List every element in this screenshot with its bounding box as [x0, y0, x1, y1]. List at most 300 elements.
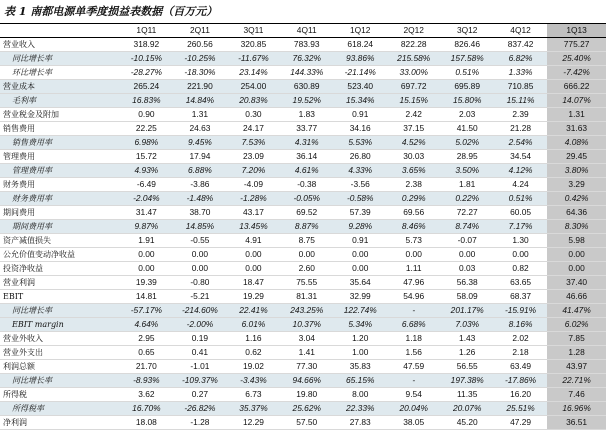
table-row: [0, 206, 606, 220]
value-cell: 0.00: [440, 248, 493, 262]
table-row: [0, 416, 606, 430]
value-cell: 0.00: [173, 262, 227, 276]
value-cell: 144.33%: [280, 66, 333, 80]
value-cell: -11.67%: [227, 52, 280, 66]
value-cell: 22.41%: [227, 304, 280, 318]
table-row: [0, 38, 606, 52]
value-cell: 2.60: [280, 262, 333, 276]
header-cell: 4Q12: [494, 24, 547, 38]
value-cell: 0.27: [173, 388, 227, 402]
value-cell: 1.31: [173, 108, 227, 122]
value-cell: -2.04%: [120, 192, 173, 206]
value-cell: 3.50%: [440, 164, 493, 178]
value-cell: 9.87%: [120, 220, 173, 234]
table-row: [0, 80, 606, 94]
value-cell: 1.26: [440, 346, 493, 360]
value-cell: 4.64%: [120, 318, 173, 332]
value-cell: 16.96%: [547, 402, 606, 416]
table-row: [0, 388, 606, 402]
value-cell: 157.58%: [440, 52, 493, 66]
value-cell: 4.31%: [280, 136, 333, 150]
value-cell: 93.86%: [333, 52, 386, 66]
value-cell: 243.25%: [280, 304, 333, 318]
value-cell: 630.89: [280, 80, 333, 94]
value-cell: 2.18: [494, 346, 547, 360]
header-cell-latest-quarter: 1Q13: [547, 24, 606, 38]
table-row: [0, 262, 606, 276]
header-cell: 4Q11: [280, 24, 333, 38]
value-cell: 18.08: [120, 416, 173, 430]
value-cell: 11.35: [440, 388, 493, 402]
value-cell: 197.38%: [440, 374, 493, 388]
value-cell: 775.27: [547, 38, 606, 52]
value-cell: 21.70: [120, 360, 173, 374]
value-cell: 16.20: [494, 388, 547, 402]
value-cell: -1.48%: [173, 192, 227, 206]
value-cell: 1.83: [280, 108, 333, 122]
header-cell: 2Q11: [173, 24, 227, 38]
table-row: [0, 66, 606, 80]
value-cell: 7.20%: [227, 164, 280, 178]
value-cell: 4.24: [494, 178, 547, 192]
table-row: [0, 276, 606, 290]
value-cell: -3.56: [333, 178, 386, 192]
value-cell: -5.21: [173, 290, 227, 304]
value-cell: 56.38: [440, 276, 493, 290]
row-label: 毛利率: [0, 94, 120, 108]
value-cell: 5.98: [547, 234, 606, 248]
value-cell: 0.22%: [440, 192, 493, 206]
table-row: [0, 304, 606, 318]
value-cell: 826.46: [440, 38, 493, 52]
value-cell: 695.89: [440, 80, 493, 94]
table-row: [0, 332, 606, 346]
value-cell: 8.87%: [280, 220, 333, 234]
table-row: [0, 318, 606, 332]
table-row: [0, 52, 606, 66]
value-cell: 13.45%: [227, 220, 280, 234]
header-cell: 2Q12: [387, 24, 440, 38]
value-cell: 265.24: [120, 80, 173, 94]
value-cell: 15.34%: [333, 94, 386, 108]
value-cell: 76.32%: [280, 52, 333, 66]
value-cell: 1.91: [120, 234, 173, 248]
value-cell: 0.30: [227, 108, 280, 122]
value-cell: 35.37%: [227, 402, 280, 416]
value-cell: -6.49: [120, 178, 173, 192]
value-cell: 34.54: [494, 150, 547, 164]
value-cell: 0.00: [333, 248, 386, 262]
value-cell: 1.41: [280, 346, 333, 360]
value-cell: 8.46%: [387, 220, 440, 234]
value-cell: 18.47: [227, 276, 280, 290]
value-cell: 260.56: [173, 38, 227, 52]
value-cell: -0.58%: [333, 192, 386, 206]
value-cell: 254.00: [227, 80, 280, 94]
value-cell: 10.37%: [280, 318, 333, 332]
value-cell: 201.17%: [440, 304, 493, 318]
value-cell: 710.85: [494, 80, 547, 94]
value-cell: 8.74%: [440, 220, 493, 234]
row-label: EBIT margin: [0, 318, 120, 332]
value-cell: 7.17%: [494, 220, 547, 234]
value-cell: 9.54: [387, 388, 440, 402]
value-cell: 8.75: [280, 234, 333, 248]
table-row: [0, 360, 606, 374]
value-cell: 33.00%: [387, 66, 440, 80]
value-cell: 0.65: [120, 346, 173, 360]
value-cell: 2.54%: [494, 136, 547, 150]
value-cell: 2.38: [387, 178, 440, 192]
header-cell: 3Q11: [227, 24, 280, 38]
value-cell: 5.02%: [440, 136, 493, 150]
value-cell: 318.92: [120, 38, 173, 52]
value-cell: 33.77: [280, 122, 333, 136]
row-label: 同比增长率: [0, 304, 120, 318]
row-label: 管理费用: [0, 150, 120, 164]
value-cell: -8.93%: [120, 374, 173, 388]
value-cell: 0.00: [280, 248, 333, 262]
value-cell: 15.11%: [494, 94, 547, 108]
value-cell: 697.72: [387, 80, 440, 94]
value-cell: 14.81: [120, 290, 173, 304]
value-cell: 65.15%: [333, 374, 386, 388]
header-row: [0, 24, 606, 38]
value-cell: 0.51%: [440, 66, 493, 80]
value-cell: 60.05: [494, 206, 547, 220]
row-label: 利润总额: [0, 360, 120, 374]
value-cell: 0.00: [547, 248, 606, 262]
value-cell: 822.28: [387, 38, 440, 52]
table-row: [0, 220, 606, 234]
value-cell: 29.45: [547, 150, 606, 164]
value-cell: 21.28: [494, 122, 547, 136]
value-cell: 1.56: [387, 346, 440, 360]
value-cell: 63.65: [494, 276, 547, 290]
value-cell: -2.00%: [173, 318, 227, 332]
header-cell: 3Q12: [440, 24, 493, 38]
table-row: [0, 248, 606, 262]
value-cell: 15.72: [120, 150, 173, 164]
value-cell: 0.00: [494, 248, 547, 262]
row-label: 营业成本: [0, 80, 120, 94]
value-cell: 1.30: [494, 234, 547, 248]
value-cell: 3.04: [280, 332, 333, 346]
value-cell: 122.74%: [333, 304, 386, 318]
value-cell: 19.39: [120, 276, 173, 290]
value-cell: 19.29: [227, 290, 280, 304]
row-label: 营业利润: [0, 276, 120, 290]
value-cell: 43.17: [227, 206, 280, 220]
row-label: 所得税率: [0, 402, 120, 416]
header-cell: 1Q12: [333, 24, 386, 38]
value-cell: -0.07: [440, 234, 493, 248]
table-row: [0, 164, 606, 178]
value-cell: 31.63: [547, 122, 606, 136]
row-label: 财务费用: [0, 178, 120, 192]
row-label: 投资净收益: [0, 262, 120, 276]
value-cell: 4.12%: [494, 164, 547, 178]
table-row: [0, 192, 606, 206]
value-cell: 7.53%: [227, 136, 280, 150]
value-cell: 5.34%: [333, 318, 386, 332]
value-cell: 0.29%: [387, 192, 440, 206]
value-cell: 14.84%: [173, 94, 227, 108]
value-cell: 0.19: [173, 332, 227, 346]
value-cell: 1.33%: [494, 66, 547, 80]
value-cell: 15.15%: [387, 94, 440, 108]
value-cell: 0.00: [173, 248, 227, 262]
value-cell: 1.28: [547, 346, 606, 360]
value-cell: 8.16%: [494, 318, 547, 332]
value-cell: 19.52%: [280, 94, 333, 108]
value-cell: 8.00: [333, 388, 386, 402]
value-cell: 14.85%: [173, 220, 227, 234]
value-cell: -57.17%: [120, 304, 173, 318]
value-cell: 22.33%: [333, 402, 386, 416]
value-cell: 0.00: [120, 248, 173, 262]
value-cell: -26.82%: [173, 402, 227, 416]
value-cell: -0.80: [173, 276, 227, 290]
value-cell: 20.83%: [227, 94, 280, 108]
row-label: 同比增长率: [0, 374, 120, 388]
value-cell: 24.63: [173, 122, 227, 136]
value-cell: 1.43: [440, 332, 493, 346]
value-cell: 22.25: [120, 122, 173, 136]
value-cell: 618.24: [333, 38, 386, 52]
table-row: [0, 136, 606, 150]
value-cell: 9.45%: [173, 136, 227, 150]
value-cell: -10.25%: [173, 52, 227, 66]
row-label: 期间费用: [0, 206, 120, 220]
value-cell: 41.47%: [547, 304, 606, 318]
row-label: 公允价值变动净收益: [0, 248, 120, 262]
value-cell: 22.71%: [547, 374, 606, 388]
header-cell: 1Q11: [120, 24, 173, 38]
value-cell: -17.86%: [494, 374, 547, 388]
value-cell: -18.30%: [173, 66, 227, 80]
value-cell: 64.36: [547, 206, 606, 220]
value-cell: 45.20: [440, 416, 493, 430]
value-cell: 25.40%: [547, 52, 606, 66]
value-cell: 77.30: [280, 360, 333, 374]
value-cell: 75.55: [280, 276, 333, 290]
value-cell: 69.56: [387, 206, 440, 220]
row-label: 管理费用率: [0, 164, 120, 178]
value-cell: 0.41: [173, 346, 227, 360]
value-cell: 1.81: [440, 178, 493, 192]
value-cell: 7.03%: [440, 318, 493, 332]
value-cell: 4.91: [227, 234, 280, 248]
value-cell: 47.59: [387, 360, 440, 374]
table-row: [0, 234, 606, 248]
value-cell: 1.00: [333, 346, 386, 360]
value-cell: -7.42%: [547, 66, 606, 80]
value-cell: -214.60%: [173, 304, 227, 318]
value-cell: 0.03: [440, 262, 493, 276]
value-cell: 0.51%: [494, 192, 547, 206]
value-cell: 23.09: [227, 150, 280, 164]
value-cell: 6.68%: [387, 318, 440, 332]
value-cell: 72.27: [440, 206, 493, 220]
value-cell: -0.55: [173, 234, 227, 248]
value-cell: 1.18: [387, 332, 440, 346]
row-label: 资产减值损失: [0, 234, 120, 248]
value-cell: -21.14%: [333, 66, 386, 80]
value-cell: 215.58%: [387, 52, 440, 66]
value-cell: 38.70: [173, 206, 227, 220]
value-cell: 37.40: [547, 276, 606, 290]
value-cell: 37.15: [387, 122, 440, 136]
value-cell: 23.14%: [227, 66, 280, 80]
value-cell: 47.29: [494, 416, 547, 430]
value-cell: 68.37: [494, 290, 547, 304]
value-cell: 30.03: [387, 150, 440, 164]
table-row: [0, 122, 606, 136]
value-cell: 54.96: [387, 290, 440, 304]
value-cell: 4.33%: [333, 164, 386, 178]
value-cell: 35.64: [333, 276, 386, 290]
row-label: 营业外支出: [0, 346, 120, 360]
value-cell: 0.00: [120, 262, 173, 276]
value-cell: 6.98%: [120, 136, 173, 150]
value-cell: 783.93: [280, 38, 333, 52]
value-cell: 1.11: [387, 262, 440, 276]
value-cell: 8.30%: [547, 220, 606, 234]
value-cell: 4.93%: [120, 164, 173, 178]
value-cell: 25.62%: [280, 402, 333, 416]
value-cell: -: [387, 374, 440, 388]
value-cell: 24.17: [227, 122, 280, 136]
value-cell: 1.31: [547, 108, 606, 122]
value-cell: -0.05%: [280, 192, 333, 206]
row-label: 净利润: [0, 416, 120, 430]
value-cell: -: [387, 304, 440, 318]
value-cell: 47.96: [387, 276, 440, 290]
value-cell: 0.91: [333, 234, 386, 248]
value-cell: -4.09: [227, 178, 280, 192]
value-cell: 15.80%: [440, 94, 493, 108]
table-row: [0, 374, 606, 388]
value-cell: -109.37%: [173, 374, 227, 388]
value-cell: 5.53%: [333, 136, 386, 150]
row-label: 同比增长率: [0, 52, 120, 66]
value-cell: 6.88%: [173, 164, 227, 178]
value-cell: 3.80%: [547, 164, 606, 178]
row-label: 环比增长率: [0, 66, 120, 80]
table-row: [0, 402, 606, 416]
value-cell: 43.97: [547, 360, 606, 374]
value-cell: -1.28: [173, 416, 227, 430]
value-cell: 0.82: [494, 262, 547, 276]
value-cell: 0.00: [227, 262, 280, 276]
value-cell: -10.15%: [120, 52, 173, 66]
value-cell: 523.40: [333, 80, 386, 94]
value-cell: 2.03: [440, 108, 493, 122]
value-cell: 2.02: [494, 332, 547, 346]
table-row: [0, 290, 606, 304]
value-cell: 2.42: [387, 108, 440, 122]
value-cell: -1.01: [173, 360, 227, 374]
value-cell: 19.02: [227, 360, 280, 374]
value-cell: 32.99: [333, 290, 386, 304]
row-label: 财务费用率: [0, 192, 120, 206]
value-cell: 0.91: [333, 108, 386, 122]
row-label: 所得税: [0, 388, 120, 402]
value-cell: 26.80: [333, 150, 386, 164]
value-cell: 7.46: [547, 388, 606, 402]
value-cell: 1.16: [227, 332, 280, 346]
value-cell: 2.95: [120, 332, 173, 346]
row-label: 期间费用率: [0, 220, 120, 234]
row-label: 营业收入: [0, 38, 120, 52]
value-cell: 63.49: [494, 360, 547, 374]
value-cell: -1.28%: [227, 192, 280, 206]
value-cell: 38.05: [387, 416, 440, 430]
table-row: [0, 178, 606, 192]
value-cell: 57.39: [333, 206, 386, 220]
value-cell: 81.31: [280, 290, 333, 304]
row-label: 销售费用: [0, 122, 120, 136]
value-cell: 16.70%: [120, 402, 173, 416]
value-cell: 17.94: [173, 150, 227, 164]
value-cell: 3.62: [120, 388, 173, 402]
value-cell: 25.51%: [494, 402, 547, 416]
value-cell: 837.42: [494, 38, 547, 52]
value-cell: 4.61%: [280, 164, 333, 178]
value-cell: 94.66%: [280, 374, 333, 388]
value-cell: -0.38: [280, 178, 333, 192]
value-cell: 28.95: [440, 150, 493, 164]
value-cell: 0.62: [227, 346, 280, 360]
value-cell: 56.55: [440, 360, 493, 374]
value-cell: 16.83%: [120, 94, 173, 108]
value-cell: 2.39: [494, 108, 547, 122]
table-row: [0, 150, 606, 164]
value-cell: 36.51: [547, 416, 606, 430]
value-cell: 6.02%: [547, 318, 606, 332]
table-title: 表 1 南都电源单季度损益表数据（百万元）: [4, 5, 218, 18]
value-cell: 3.29: [547, 178, 606, 192]
value-cell: 4.52%: [387, 136, 440, 150]
value-cell: -28.27%: [120, 66, 173, 80]
value-cell: 36.14: [280, 150, 333, 164]
table-row: [0, 346, 606, 360]
value-cell: 6.82%: [494, 52, 547, 66]
value-cell: 0.00: [333, 262, 386, 276]
value-cell: -15.91%: [494, 304, 547, 318]
row-label: 营业税金及附加: [0, 108, 120, 122]
value-cell: -3.43%: [227, 374, 280, 388]
value-cell: 14.07%: [547, 94, 606, 108]
value-cell: 3.65%: [387, 164, 440, 178]
value-cell: 0.90: [120, 108, 173, 122]
value-cell: 5.73: [387, 234, 440, 248]
table-row: [0, 108, 606, 122]
value-cell: 20.04%: [387, 402, 440, 416]
value-cell: 666.22: [547, 80, 606, 94]
value-cell: 0.00: [227, 248, 280, 262]
row-label: 销售费用率: [0, 136, 120, 150]
value-cell: 69.52: [280, 206, 333, 220]
value-cell: 57.50: [280, 416, 333, 430]
value-cell: 27.83: [333, 416, 386, 430]
value-cell: 58.09: [440, 290, 493, 304]
value-cell: 19.80: [280, 388, 333, 402]
value-cell: 4.08%: [547, 136, 606, 150]
value-cell: 6.73: [227, 388, 280, 402]
value-cell: 41.50: [440, 122, 493, 136]
